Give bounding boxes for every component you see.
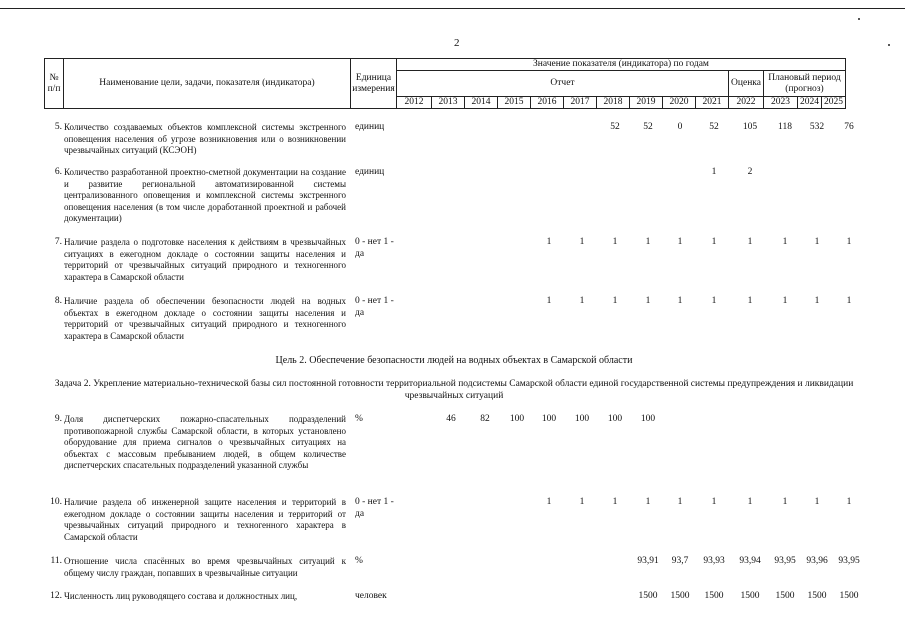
row-value: 1	[711, 167, 717, 177]
row-number: 7.	[54, 237, 62, 247]
row-value: 1	[747, 237, 753, 247]
header-year: 2020	[663, 97, 696, 109]
row-number: 8.	[54, 296, 62, 306]
page-number: 2	[454, 37, 460, 49]
row-indicator-name: Численность лиц руководящего состава и должностных лиц,	[64, 591, 298, 601]
row-value: 1	[546, 296, 552, 306]
row-value: 1	[546, 497, 552, 507]
row-value: 93,94	[739, 556, 761, 566]
row-value: 1	[711, 237, 717, 247]
header-year: 2024	[798, 97, 822, 109]
header-year: 2013	[432, 97, 465, 109]
header-name: Наименование цели, задачи, показателя (индикатора)	[64, 59, 351, 109]
row-value: 93,7	[671, 556, 689, 566]
row-value: 1	[579, 237, 585, 247]
row-value: 1	[612, 497, 618, 507]
row-value: 76	[844, 122, 854, 132]
row-value: 1	[612, 296, 618, 306]
row-value: 100	[541, 414, 557, 424]
header-year: 2012	[397, 97, 432, 109]
header-year: 2015	[498, 97, 531, 109]
row-unit: 0 - нет 1 - да	[355, 296, 394, 318]
row-value: 93,93	[703, 556, 725, 566]
row-value: 46	[446, 414, 456, 424]
row-value: 100	[509, 414, 525, 424]
header-year: 2021	[696, 97, 729, 109]
row-value: 100	[607, 414, 623, 424]
row-indicator-name: Доля диспетчерских пожарно-спасательных подразделений противопожарной службы Самарской области, в которых установлено оборудование для приема сигналов о чрезвычайных ситуациях на объектах с массовым пребыванием людей, в общем количестве диспетчерских спасательных подразделений указанной службы	[64, 414, 346, 470]
row-value: 105	[742, 122, 758, 132]
dot-mark	[858, 18, 860, 20]
row-value: 93,95	[774, 556, 796, 566]
header-estimate: Оценка	[729, 71, 764, 97]
row-indicator-name: Наличие раздела об инженерной защите населения и территорий в ежегодном докладе о состоянии защиты населения и территорий от чрезвычайных ситуаций природного и техногенного характера в Самарской области	[64, 497, 346, 542]
row-value: 1	[677, 237, 683, 247]
dot-mark	[888, 44, 890, 46]
header-unit: Единица измерения	[351, 59, 397, 109]
header-year: 2018	[597, 97, 630, 109]
row-value: 2	[747, 167, 753, 177]
row-value: 1	[711, 497, 717, 507]
row-number: 12.	[50, 591, 62, 601]
header-year: 2017	[564, 97, 597, 109]
row-value: 100	[574, 414, 590, 424]
row-value: 1	[677, 296, 683, 306]
task-2-heading: Задача 2. Укрепление материально-технической базы сил постоянной готовности территориальной подсистемы Самарской области единой государственной системы предупреждения и ликвидации чрезвычайных ситуаций	[54, 379, 854, 401]
row-value: 93,96	[806, 556, 828, 566]
row-value: 1	[782, 237, 788, 247]
row-value: 1	[846, 497, 852, 507]
row-value: 1	[579, 497, 585, 507]
header-year: 2025	[822, 97, 846, 109]
row-value: 1	[645, 237, 651, 247]
row-number: 10.	[50, 497, 62, 507]
row-number: 5.	[54, 122, 62, 132]
goal-2-heading: Цель 2. Обеспечение безопасности людей на водных объектах в Самарской области	[275, 355, 633, 366]
row-indicator-name: Количество создаваемых объектов комплексной системы экстренного оповещения населения об угрозе возникновения или о возникновении чрезвычайных ситуаций (КСЭОН)	[64, 122, 346, 155]
row-value: 1500	[775, 591, 795, 601]
row-value: 52	[643, 122, 653, 132]
header-report: Отчет	[397, 71, 729, 97]
row-indicator-name: Наличие раздела о подготовке населения к действиям в чрезвычайных ситуациях в ежегодном докладе о состоянии защиты населения и территорий от чрезвычайных ситуаций природного и техногенного характера в Самарской области	[64, 237, 346, 282]
row-value: 1	[814, 497, 820, 507]
header-year: 2022	[729, 97, 764, 109]
row-unit: %	[355, 414, 363, 424]
row-value: 1	[546, 237, 552, 247]
header-values: Значение показателя (индикатора) по годам	[397, 59, 846, 71]
row-value: 1	[814, 237, 820, 247]
row-value: 1	[612, 237, 618, 247]
row-value: 1	[846, 237, 852, 247]
row-value: 1500	[638, 591, 658, 601]
header-plan: Плановый период (прогноз)	[764, 71, 846, 97]
header-year: 2019	[630, 97, 663, 109]
row-value: 1	[579, 296, 585, 306]
row-unit: 0 - нет 1 - да	[355, 237, 394, 259]
row-value: 1	[782, 497, 788, 507]
row-value: 118	[778, 122, 792, 132]
row-unit: %	[355, 556, 363, 566]
row-value: 1	[645, 296, 651, 306]
row-value: 1	[814, 296, 820, 306]
row-unit: единиц	[355, 122, 385, 132]
row-value: 93,95	[838, 556, 860, 566]
header-year: 2023	[764, 97, 798, 109]
row-value: 1500	[740, 591, 760, 601]
row-unit: 0 - нет 1 - да	[355, 497, 394, 519]
row-number: 9.	[54, 414, 62, 424]
row-value: 1	[677, 497, 683, 507]
row-value: 82	[480, 414, 490, 424]
header-year: 2016	[531, 97, 564, 109]
row-number: 11.	[50, 556, 62, 566]
row-number: 6.	[54, 167, 62, 177]
row-value: 1	[645, 497, 651, 507]
row-value: 1500	[839, 591, 859, 601]
row-value: 1	[711, 296, 717, 306]
row-value: 1	[782, 296, 788, 306]
row-value: 1500	[670, 591, 690, 601]
row-unit: человек	[355, 591, 387, 601]
table-header	[44, 58, 846, 109]
row-value: 532	[809, 122, 825, 132]
header-num: № п/п	[45, 59, 64, 109]
row-value: 0	[677, 122, 683, 132]
row-value: 1	[846, 296, 852, 306]
row-unit: единиц	[355, 167, 385, 177]
header-year: 2014	[465, 97, 498, 109]
row-value: 1500	[807, 591, 827, 601]
row-indicator-name: Количество разработанной проектно-сметной документации на создание и развитие региональной автоматизированной системы централизованного оповещения и комплексной системы экстренного оповещения населения (в том числе доработанной проектной и рабочей документации)	[64, 167, 346, 223]
row-value: 52	[610, 122, 620, 132]
row-value: 1	[747, 296, 753, 306]
row-value: 93,91	[637, 556, 659, 566]
row-value: 52	[709, 122, 719, 132]
row-indicator-name: Отношение числа спасённых во время чрезвычайных ситуаций к общему числу граждан, попавших в чрезвычайные ситуации	[64, 556, 346, 578]
row-value: 100	[640, 414, 656, 424]
row-value: 1500	[704, 591, 724, 601]
row-indicator-name: Наличие раздела об обеспечении безопасности людей на водных объектах в ежегодном докладе о состоянии защиты населения и территорий от чрезвычайных ситуаций природного и техногенного характера в Самарской области	[64, 296, 346, 341]
top-rule	[0, 8, 905, 9]
row-value: 1	[747, 497, 753, 507]
